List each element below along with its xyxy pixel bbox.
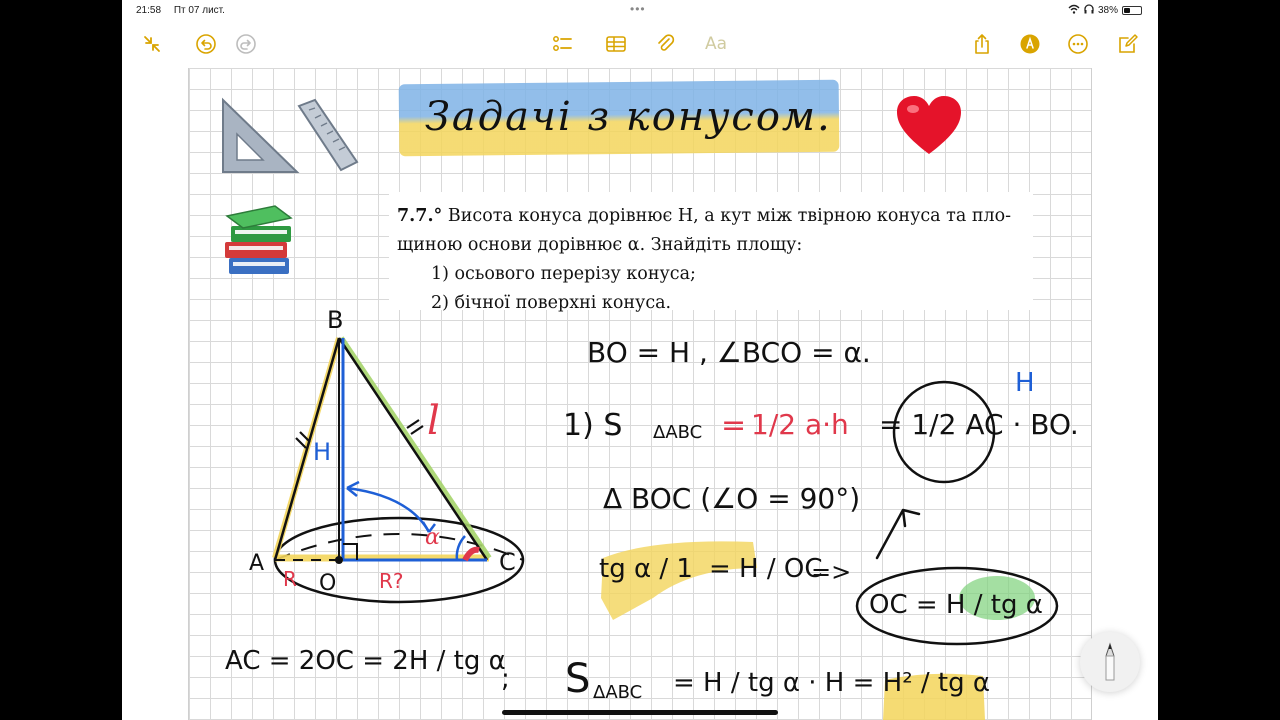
- step1-prefix: 1) S: [563, 408, 623, 443]
- ipad-screen: [122, 0, 1158, 720]
- problem-line-2: щиною основи дорівнює α. Знайдіть площу:: [397, 235, 803, 255]
- h-note: H: [1015, 368, 1035, 398]
- area-s: S: [565, 656, 591, 702]
- triangle-boc: Δ BOC (∠O = 90°): [603, 482, 861, 515]
- ac-circle: [889, 376, 999, 486]
- label-o: O: [319, 571, 337, 596]
- undo-icon[interactable]: [192, 30, 220, 58]
- headphones-icon: [1084, 4, 1094, 17]
- battery-percent: 38%: [1097, 5, 1118, 16]
- problem-number: 7.7.°: [397, 206, 443, 226]
- given-line: BO = H , ∠BCO = α.: [587, 336, 871, 369]
- checklist-icon[interactable]: [548, 30, 576, 58]
- label-c: C: [499, 548, 516, 576]
- tg-right: = H / OC: [709, 554, 823, 584]
- label-h: H: [313, 438, 332, 466]
- status-date: Пт 07 лист.: [173, 5, 225, 16]
- share-icon[interactable]: [968, 30, 996, 58]
- wifi-icon: [1068, 4, 1080, 17]
- compose-icon[interactable]: [1114, 30, 1142, 58]
- label-alpha: α: [425, 525, 440, 550]
- tg-left: tg α / 1: [599, 554, 693, 584]
- status-bar: [122, 0, 1158, 22]
- label-a: A: [249, 551, 265, 576]
- status-time: 21:58: [136, 5, 162, 16]
- step1-rest: = 1/2 AC · BO.: [879, 408, 1079, 441]
- area-formula: = H / tg α · H = H² / tg α: [673, 668, 991, 698]
- home-indicator[interactable]: [502, 710, 778, 715]
- step1-equals: =: [721, 408, 747, 443]
- apple-pencil-button[interactable]: [1080, 632, 1140, 692]
- heart-icon: [895, 94, 963, 158]
- label-r: R: [283, 567, 297, 591]
- note-canvas[interactable]: [188, 68, 1092, 720]
- set-square-ruler-icon: [219, 96, 359, 176]
- cone-figure: [189, 298, 549, 638]
- pencil-icon: [1102, 642, 1118, 682]
- problem-item-2: 2) бічної поверхні конуса.: [431, 293, 672, 313]
- note-title: Задачі з конусом.: [425, 94, 832, 140]
- attachment-icon[interactable]: [652, 30, 680, 58]
- multitasking-dots-icon[interactable]: •••: [630, 2, 646, 16]
- table-icon[interactable]: [602, 30, 630, 58]
- label-l: l: [427, 398, 440, 444]
- redo-icon[interactable]: [232, 30, 260, 58]
- status-left: [136, 5, 235, 16]
- books-icon: [221, 204, 295, 282]
- step1-half-ah: 1/2 a·h: [751, 408, 849, 441]
- oc-circle: [849, 508, 1059, 648]
- label-r-question: R?: [379, 569, 404, 593]
- text-format-icon[interactable]: Aa: [704, 34, 728, 54]
- collapse-icon[interactable]: [138, 30, 166, 58]
- problem-line-1: Висота конуса дорівнює H, а кут між твірною конуса та пло-: [447, 206, 1012, 226]
- oc-formula: OC = H / tg α: [869, 590, 1043, 620]
- battery-icon: [1122, 6, 1142, 15]
- markup-icon[interactable]: [1016, 30, 1044, 58]
- problem-item-1: 1) осьового перерізу конуса;: [431, 264, 696, 284]
- status-right: [1068, 4, 1142, 17]
- ac-formula: AC = 2OC = 2H / tg α: [225, 646, 506, 676]
- area-subscript: ΔABC: [593, 682, 643, 703]
- label-b: B: [327, 306, 344, 334]
- step1-subscript: ΔABC: [653, 422, 703, 443]
- more-icon[interactable]: [1064, 30, 1092, 58]
- implies-arrow: =>: [811, 558, 852, 586]
- notes-toolbar: [122, 26, 1158, 62]
- semicolon: ;: [501, 664, 510, 694]
